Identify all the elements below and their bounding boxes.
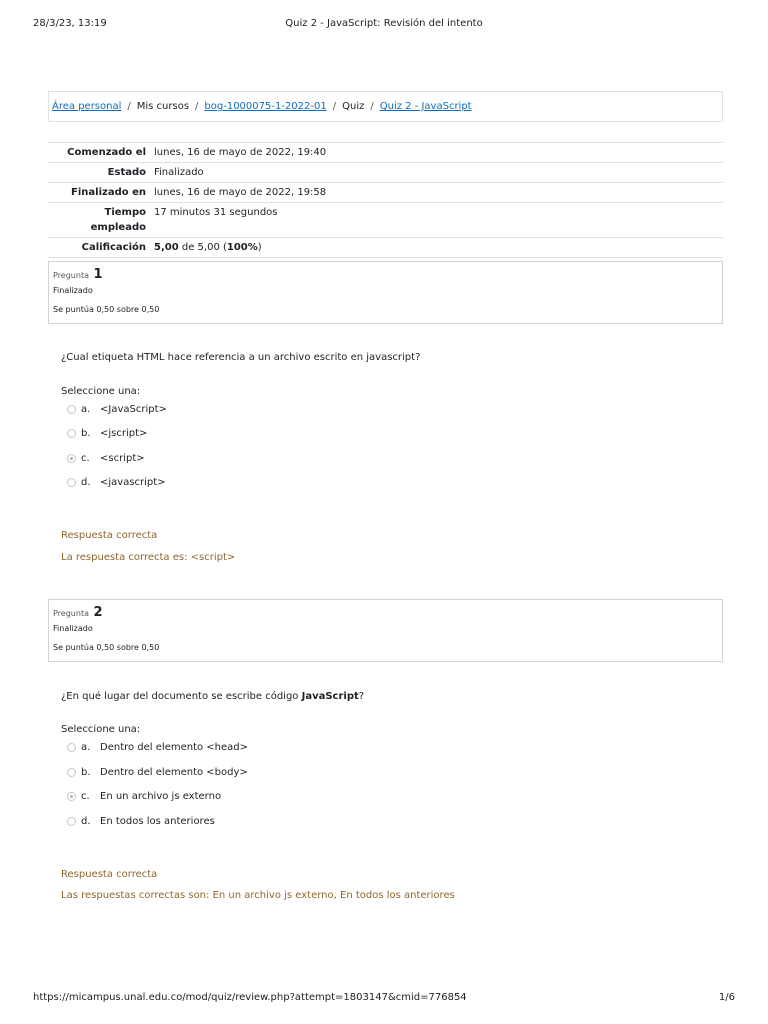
- summary-label: [48, 203, 150, 238]
- answer-text: En todos los anteriores: [100, 816, 215, 827]
- answer-letter: a.: [81, 742, 91, 753]
- question-number: [53, 605, 103, 620]
- grade-of: de 5,00 (: [178, 242, 227, 253]
- answer-letter: a.: [81, 404, 91, 415]
- summary-label: Finalizado en: [48, 183, 150, 203]
- answer-option[interactable]: [67, 428, 147, 439]
- grade-percent: 100%: [226, 242, 258, 253]
- question-text-part: ?: [358, 691, 365, 702]
- summary-row-grade: [48, 238, 723, 258]
- question-text-part: ¿En qué lugar del documento se escribe código: [61, 691, 302, 702]
- summary-value: lunes, 16 de mayo de 2022, 19:58: [150, 183, 723, 203]
- question-number: [53, 267, 103, 282]
- summary-label: Comenzado el: [48, 143, 150, 163]
- summary-value: lunes, 16 de mayo de 2022, 19:40: [150, 143, 723, 163]
- summary-label: Estado: [48, 163, 150, 183]
- radio-button-checked[interactable]: [67, 792, 76, 801]
- question-text-bold: JavaScript: [301, 691, 359, 702]
- breadcrumb: [48, 91, 723, 122]
- feedback-right-answer: La respuesta correcta es: <script>: [61, 552, 236, 563]
- answer-option-selected[interactable]: [67, 453, 145, 464]
- answer-option-selected[interactable]: [67, 791, 221, 802]
- print-page-number: 1/6: [718, 992, 735, 1003]
- radio-button[interactable]: [67, 817, 76, 826]
- question-text: [61, 691, 364, 702]
- summary-row-started: [48, 143, 723, 163]
- answer-letter: b.: [81, 428, 91, 439]
- answer-letter: d.: [81, 816, 91, 827]
- grade-close: ): [257, 242, 262, 253]
- question-info-box: [48, 261, 723, 324]
- grade-score: 5,00: [154, 242, 179, 253]
- summary-label-line: Tiempo: [104, 207, 146, 218]
- answer-text: <script>: [100, 453, 145, 464]
- radio-button[interactable]: [67, 743, 76, 752]
- feedback-status: Respuesta correcta: [61, 869, 158, 880]
- answer-text: En un archivo js externo: [100, 791, 222, 802]
- feedback-right-answer: Las respuestas correctas son: En un archivo js externo, En todos los anteriores: [61, 890, 455, 901]
- question-label: Pregunta: [53, 271, 89, 280]
- breadcrumb-separator: /: [195, 101, 199, 112]
- print-date: 28/3/23, 13:19: [33, 18, 107, 29]
- breadcrumb-course-link[interactable]: bog-1000075-1-2022-01: [204, 101, 327, 112]
- answer-letter: b.: [81, 767, 91, 778]
- breadcrumb-section: Quiz: [342, 101, 365, 112]
- attempt-summary-table: [48, 142, 723, 258]
- breadcrumb-my-courses: Mis cursos: [136, 101, 190, 112]
- summary-row-finished: [48, 183, 723, 203]
- radio-button[interactable]: [67, 768, 76, 777]
- question-grade: Se puntúa 0,50 sobre 0,50: [53, 643, 160, 652]
- question-text: ¿Cual etiqueta HTML hace referencia a un archivo escrito en javascript?: [61, 352, 421, 363]
- feedback-status: Respuesta correcta: [61, 530, 158, 541]
- question-grade: Se puntúa 0,50 sobre 0,50: [53, 305, 160, 314]
- summary-value: Finalizado: [150, 163, 723, 183]
- answer-letter: c.: [81, 791, 90, 802]
- answer-option[interactable]: [67, 816, 215, 827]
- breadcrumb-home-link[interactable]: Área personal: [52, 101, 122, 112]
- summary-row-state: [48, 163, 723, 183]
- answer-option[interactable]: [67, 742, 248, 753]
- radio-button[interactable]: [67, 405, 76, 414]
- breadcrumb-separator: /: [127, 101, 131, 112]
- breadcrumb-separator: /: [370, 101, 374, 112]
- answer-text: Dentro del elemento <head>: [100, 742, 249, 753]
- radio-button[interactable]: [67, 478, 76, 487]
- question-number-value: 1: [93, 267, 103, 282]
- answer-text: <JavaScript>: [100, 404, 167, 415]
- summary-row-time: [48, 203, 723, 238]
- radio-button-checked[interactable]: [67, 454, 76, 463]
- answer-option[interactable]: [67, 404, 167, 415]
- answer-letter: d.: [81, 477, 91, 488]
- question-state: Finalizado: [53, 286, 93, 295]
- answer-text: Dentro del elemento <body>: [100, 767, 248, 778]
- summary-label-line: empleado: [90, 222, 146, 233]
- answer-option[interactable]: [67, 767, 248, 778]
- answer-text: <jscript>: [100, 428, 148, 439]
- radio-button[interactable]: [67, 429, 76, 438]
- answer-option[interactable]: [67, 477, 166, 488]
- print-page-title: Quiz 2 - JavaScript: Revisión del intento: [285, 18, 483, 29]
- question-state: Finalizado: [53, 624, 93, 633]
- summary-label: Calificación: [48, 238, 150, 258]
- answer-letter: c.: [81, 453, 90, 464]
- breadcrumb-quiz-link[interactable]: Quiz 2 - JavaScript: [379, 101, 472, 112]
- print-url: https://micampus.unal.edu.co/mod/quiz/review.php?attempt=1803147&cmid=776854: [33, 992, 467, 1003]
- answer-prompt: Seleccione una:: [61, 386, 141, 397]
- question-info-box: [48, 599, 723, 662]
- answer-text: <javascript>: [100, 477, 166, 488]
- answer-prompt: Seleccione una:: [61, 724, 141, 735]
- summary-value: [150, 238, 723, 258]
- summary-value: 17 minutos 31 segundos: [150, 203, 723, 238]
- question-number-value: 2: [93, 605, 103, 620]
- breadcrumb-separator: /: [332, 101, 337, 112]
- print-header: [0, 18, 768, 32]
- question-label: Pregunta: [53, 609, 89, 618]
